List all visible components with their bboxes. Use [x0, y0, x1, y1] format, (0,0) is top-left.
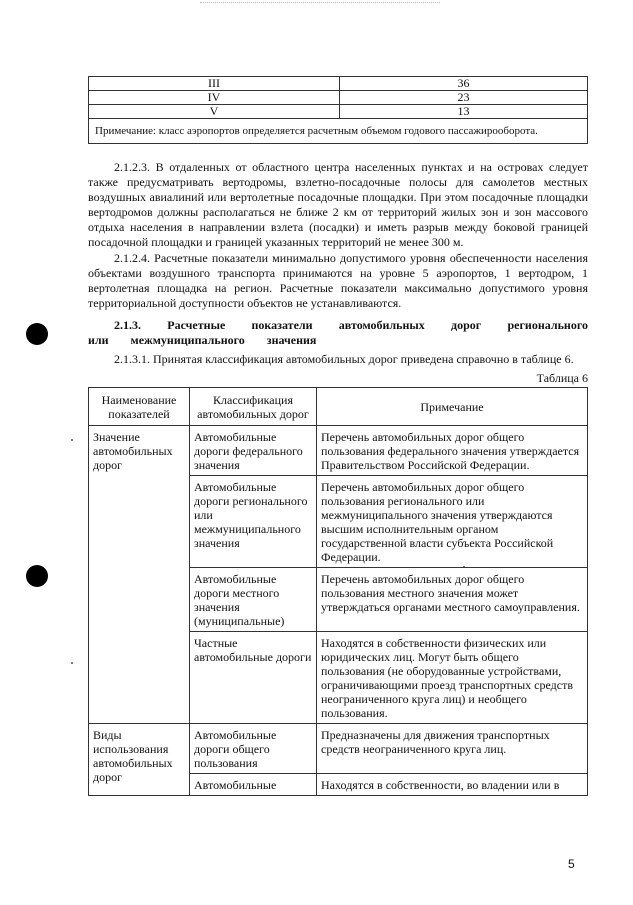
classification-cell: Автомобильные дороги местного значения (муниципальные)	[190, 568, 317, 632]
table-row	[89, 91, 588, 105]
binder-hole-top	[26, 323, 48, 345]
section-heading-2-1-3	[88, 318, 588, 348]
airport-value: 13	[340, 105, 588, 119]
page-number: 5	[568, 857, 575, 871]
paragraph-2-1-2-3: 2.1.2.3. В отдаленных от областного центра населенных пунктах и на островах следует также предусматривать вертодромы, взлетно-посадочные полосы для самолетов местных воздушных авиалиний или вертолетные посадочные площадки. При этом посадочные площадки вертодромов должны располагаться не ближе 2 км от территорий жилых зон и зон массового отдыха населения в направлении взлета (посадки) и иметь разрыв между боковой границей посадочной площадки и границей указанных территорий не менее 300 м.	[88, 160, 588, 249]
binder-hole-bottom	[26, 565, 48, 587]
header-indicator-name: Наименование показателей	[89, 388, 190, 426]
classification-cell: Автомобильные дороги регионального или межмуниципального значения	[190, 476, 317, 568]
section-heading-text: 2.1.3. Расчетные показатели автомобильных дорог регионального или межмуниципального значения	[88, 318, 588, 347]
table-header-row	[89, 388, 588, 426]
table-row	[89, 426, 588, 476]
airport-class: IV	[89, 91, 340, 105]
group-name-cell: Значение автомобильных дорог	[89, 426, 190, 724]
note-cell: Перечень автомобильных дорог общего пользования местного значения может утверждаться органами местного самоуправления.	[317, 568, 588, 632]
note-cell: Находятся в собственности, во владении или в	[317, 774, 588, 796]
scan-speck	[71, 439, 73, 441]
page-top-edge	[200, 2, 440, 4]
table-row	[89, 105, 588, 119]
airport-class: V	[89, 105, 340, 119]
paragraph-2-1-3-1: 2.1.3.1. Принятая классификация автомобильных дорог приведена справочно в таблице 6.	[114, 352, 574, 366]
classification-cell: Автомобильные	[190, 774, 317, 796]
note-cell: Предназначены для движения транспортных средств неограниченного круга лиц.	[317, 724, 588, 774]
classification-cell: Автомобильные дороги общего пользования	[190, 724, 317, 774]
header-classification: Классификация автомобильных дорог	[190, 388, 317, 426]
note-cell: Находятся в собственности физических или юридических лиц. Могут быть общего пользования (не оборудованные устройствами, ограничивающими проезд транспортных средств неограниченного круга лиц) и необщего пользования.	[317, 632, 588, 724]
table-row	[89, 724, 588, 774]
scan-speck	[71, 662, 73, 664]
note-cell: Перечень автомобильных дорог общего пользования федерального значения утверждается Правительством Российской Федерации.	[317, 426, 588, 476]
airport-value: 23	[340, 91, 588, 105]
airport-class-table	[88, 76, 588, 144]
table-row	[89, 77, 588, 91]
classification-cell: Автомобильные дороги федерального значения	[190, 426, 317, 476]
classification-cell: Частные автомобильные дороги	[190, 632, 317, 724]
paragraph-2-1-2-4: 2.1.2.4. Расчетные показатели минимально допустимого уровня обеспеченности населения объектами воздушного транспорта принимаются на уровне 5 аэропортов, 1 вертодром, 1 вертолетная площадка на регион. Расчетные показатели максимально допустимого уровня территориальной доступности объектов не устанавливаются.	[88, 251, 588, 310]
table-caption: Таблица 6	[536, 371, 588, 385]
group-name-cell: Виды использования автомобильных дорог	[89, 724, 190, 796]
note-cell: Перечень автомобильных дорог общего пользования регионального или межмуниципального значения утверждаются высшим исполнительным органом государственной власти субъекта Российской Федерации.	[317, 476, 588, 568]
road-classification-table	[88, 387, 588, 796]
table-note-row	[89, 119, 588, 144]
airport-table-note: Примечание: класс аэропортов определяется расчетным объемом годового пассажирооборота.	[89, 119, 588, 144]
airport-class: III	[89, 77, 340, 91]
header-note: Примечание	[317, 388, 588, 426]
airport-value: 36	[340, 77, 588, 91]
